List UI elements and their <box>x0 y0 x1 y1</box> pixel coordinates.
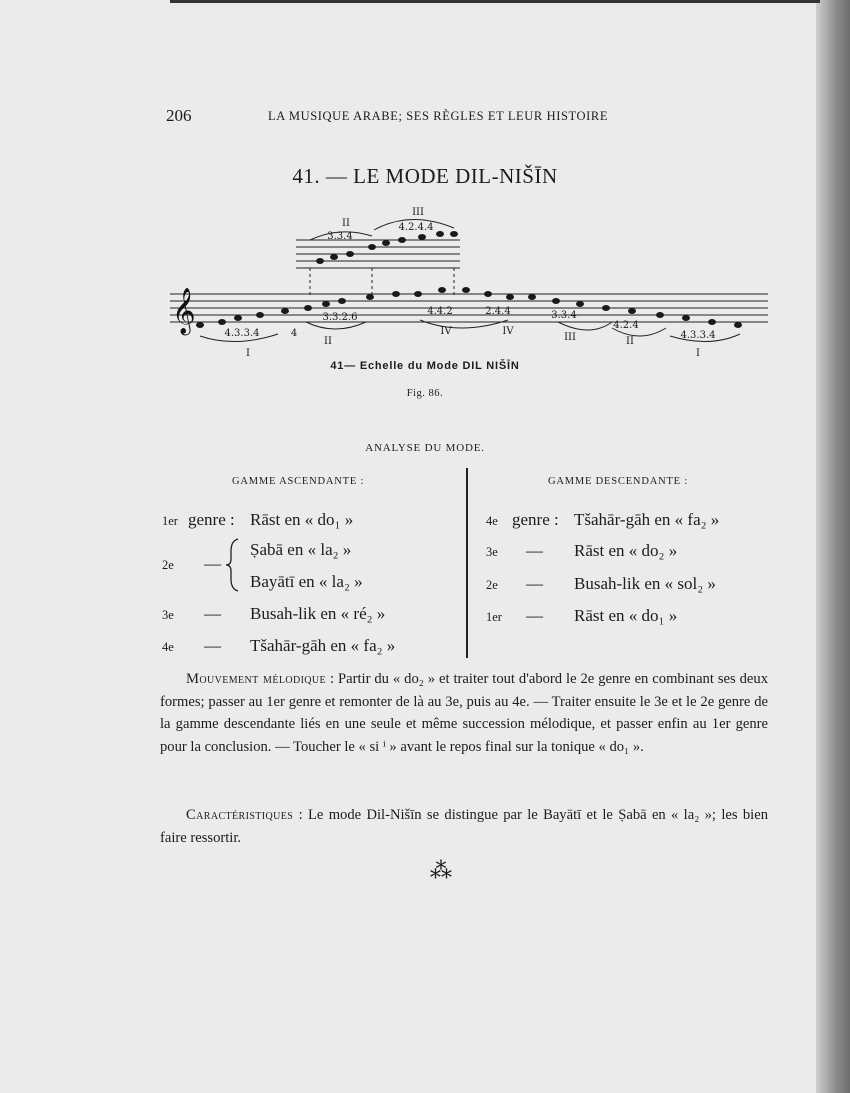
upper-interval-1: 3.3.4 <box>327 231 353 242</box>
characteristics-paragraph <box>160 804 768 849</box>
lower-interval-7: 4.2.4 <box>613 320 639 331</box>
genre-dash: — <box>204 604 221 623</box>
genre-number: 2e <box>162 558 174 572</box>
analysis-heading: ANALYSE DU MODE. <box>365 442 485 454</box>
genre-number: 3e <box>162 608 174 622</box>
melodic-movement-text: : Partir du « do₂ » et traiter tout d'abord le 2e genre en combinant ses deux formes; passer au 1er genre et remonter de là au 3e, puis au 4e. — Traiter ensuite le 3e et le 2e genre de la gamme descendante liés en une seule et même succession mélodique, et passer enfin au 1er genre pour la conclusion. — Toucher le « si ⁱ » avant le repos final sur la tonique « do₁ ». <box>160 671 768 755</box>
ascending-heading: GAMME ASCENDANTE : <box>232 476 365 487</box>
lower-label-7: I <box>696 348 700 359</box>
section-title: 41. — LE MODE DIL-NIŠĪN <box>292 164 558 188</box>
asterism-glyph: ⁂ <box>430 858 452 883</box>
lower-interval-2: 4 <box>290 328 298 339</box>
genre-text: Rāst en « do₁ » <box>574 606 678 625</box>
genre-dash: — <box>526 606 543 625</box>
lower-label-4: IV <box>502 326 514 337</box>
asterism <box>430 858 470 888</box>
genre-text: Rāst en « do₂ » <box>574 541 678 560</box>
figure-number: Fig. 86. <box>406 388 444 399</box>
characteristics-label: Caractéristiques <box>186 807 294 823</box>
lower-interval-5: 2.4.4 <box>485 306 511 317</box>
genre-dash: — <box>526 541 543 560</box>
lower-label-3: IV <box>440 326 452 337</box>
lower-label-6: II <box>626 336 634 347</box>
brace-glyph <box>224 537 242 593</box>
lower-label-1: I <box>246 348 250 359</box>
genre-text: Ṣabā en « la₂ » <box>250 540 352 559</box>
genre-number: 3e <box>486 545 498 559</box>
genre-text: Rāst en « do₁ » <box>250 510 354 529</box>
top-rule <box>170 0 820 3</box>
genre-number: 1er <box>486 610 502 624</box>
upper-label-ii: II <box>342 218 350 229</box>
genre-dash: — <box>526 574 543 593</box>
upper-label-iii: III <box>412 207 424 218</box>
genre-dash: — <box>204 636 221 655</box>
running-title: LA MUSIQUE ARABE; SES RÈGLES ET LEUR HISTOIRE <box>268 109 609 123</box>
genre-text: Busah-lik en « sol₂ » <box>574 574 716 593</box>
descending-heading: GAMME DESCENDANTE : <box>548 476 689 487</box>
genre-text: Tšahār-gāh en « fa₂ » <box>250 636 396 655</box>
genre-dash: — <box>204 554 221 573</box>
characteristics-text: : Le mode Dil-Nišīn se distingue par le Bayātī et le Ṣabā en « la₂ »; les bien faire ressortir. <box>160 807 768 846</box>
genre-text: Tšahār-gāh en « fa₂ » <box>574 510 720 529</box>
figure-caption: 41— Echelle du Mode DIL NIŠĪN <box>330 360 520 372</box>
column-divider <box>466 468 468 658</box>
genre-number: 2e <box>486 578 498 592</box>
melodic-movement-paragraph <box>160 668 768 758</box>
genre-number: 4e <box>486 514 498 528</box>
genre-text: Busah-lik en « ré₂ » <box>250 604 386 623</box>
svg-text:𝄞: 𝄞 <box>172 288 196 334</box>
genre-number: 4e <box>162 640 174 654</box>
lower-interval-3: 3.3.2.6 <box>322 312 358 323</box>
genre-label: genre : <box>188 510 235 529</box>
genre-number: 1er <box>162 514 178 528</box>
page-number: 206 <box>166 106 192 125</box>
lower-interval-1: 4.3.3.4 <box>224 328 260 339</box>
lower-label-2: II <box>324 336 332 347</box>
upper-interval-2: 4.2.4.4 <box>398 222 434 233</box>
lower-label-5: III <box>564 332 576 343</box>
genre-text: Bayātī en « la₂ » <box>250 572 363 591</box>
page-header <box>166 106 676 130</box>
lower-interval-6: 3.3.4 <box>551 310 577 321</box>
melodic-movement-label: Mouvement mélodique <box>186 671 327 687</box>
genre-label: genre : <box>512 510 559 529</box>
lower-interval-4: 4.4.2 <box>427 306 453 317</box>
musical-scale-figure <box>160 198 780 368</box>
lower-interval-8: 4.3.3.4 <box>680 330 716 341</box>
